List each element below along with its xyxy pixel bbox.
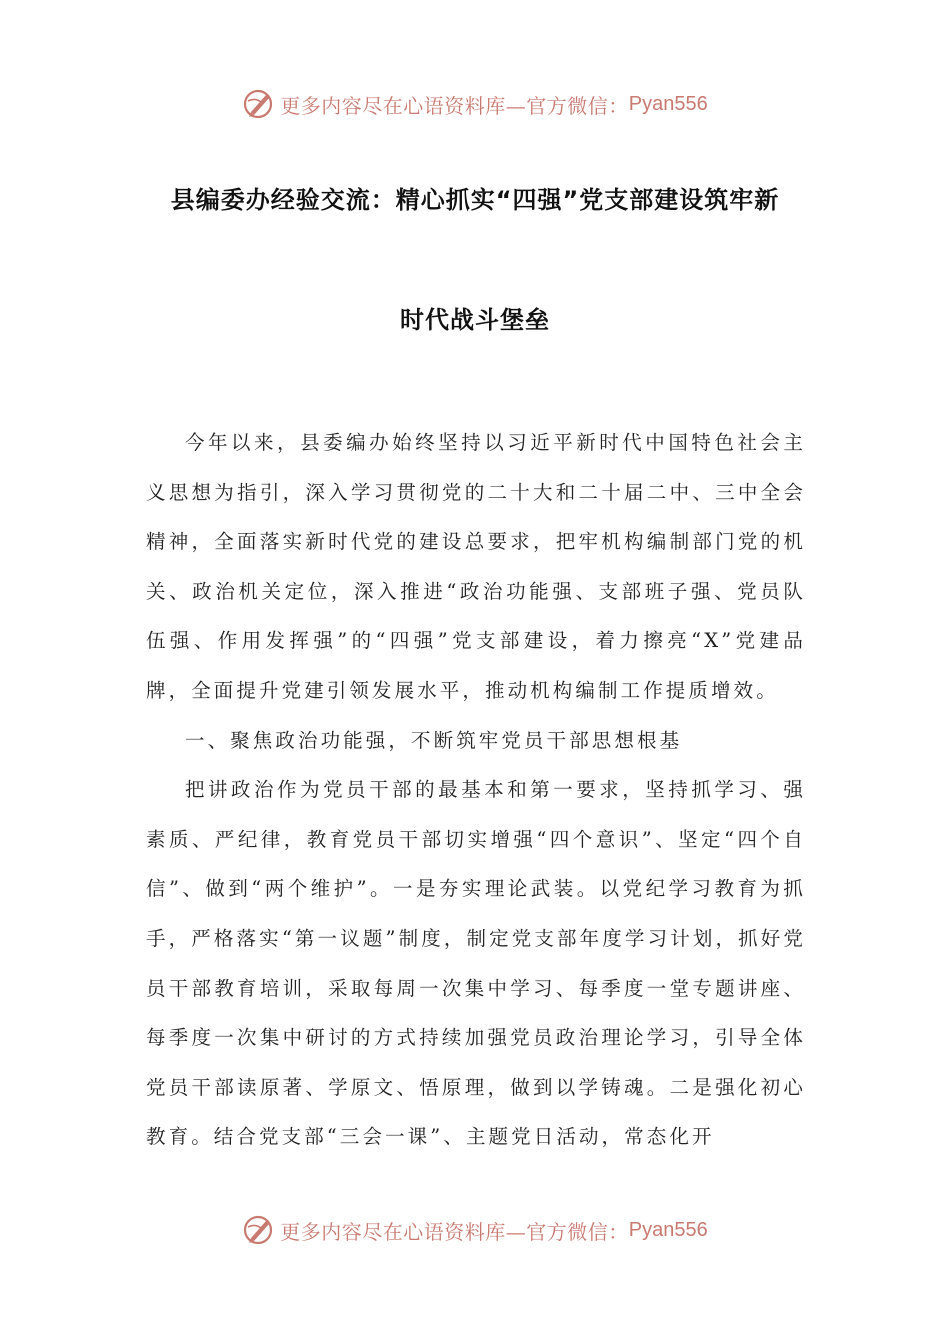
document-title-line-1: 县编委办经验交流：精心抓实“四强”党支部建设筑牢新 xyxy=(170,186,780,214)
document-body xyxy=(146,418,806,1162)
footer-watermark xyxy=(0,1210,950,1250)
paragraph-section-1: 把讲政治作为党员干部的最基本和第一要求，坚持抓学习、强素质、严纪律，教育党员干部切实增强“四个意识”、坚定“四个自信”、做到“两个维护”。一是夯实理论武装。以党纪学习教育为抓手，严格落实“第一议题”制度，制定党支部年度学习计划，抓好党员干部教育培训，采取每周一次集中学习、每季度一堂专题讲座、每季度一次集中研讨的方式持续加强党员政治理论学习，引导全体党员干部读原著、学原文、悟原理，做到以学铸魂。二是强化初心教育。结合党支部“三会一课”、主题党日活动，常态化开 xyxy=(146,778,806,1149)
document-title-line-2: 时代战斗堡垒 xyxy=(400,306,550,334)
header-watermark xyxy=(0,84,950,124)
section-heading-1: 一、聚焦政治功能强，不断筑牢党员干部思想根基 xyxy=(185,728,683,752)
paragraph-intro: 今年以来，县委编办始终坚持以习近平新时代中国特色社会主义思想为指引，深入学习贯彻党的二十大和二十届二中、三中全会精神，全面落实新时代党的建设总要求，把牢机构编制部门党的机关、政治机关定位，深入推进“政治功能强、支部班子强、党员队伍强、作用发挥强”的“四强”党支部建设，着力擦亮“X”党建品牌，全面提升党建引领发展水平，推动机构编制工作提质增效。 xyxy=(146,431,806,702)
watermark-contact: Pyan556 xyxy=(628,92,708,115)
pen-logo-icon xyxy=(242,87,276,121)
watermark-text: 更多内容尽在心语资料库—官方微信： xyxy=(280,93,629,118)
watermark-text: 更多内容尽在心语资料库—官方微信： xyxy=(280,1219,629,1244)
watermark-contact: Pyan556 xyxy=(628,1218,708,1241)
pen-logo-icon xyxy=(242,1213,276,1247)
